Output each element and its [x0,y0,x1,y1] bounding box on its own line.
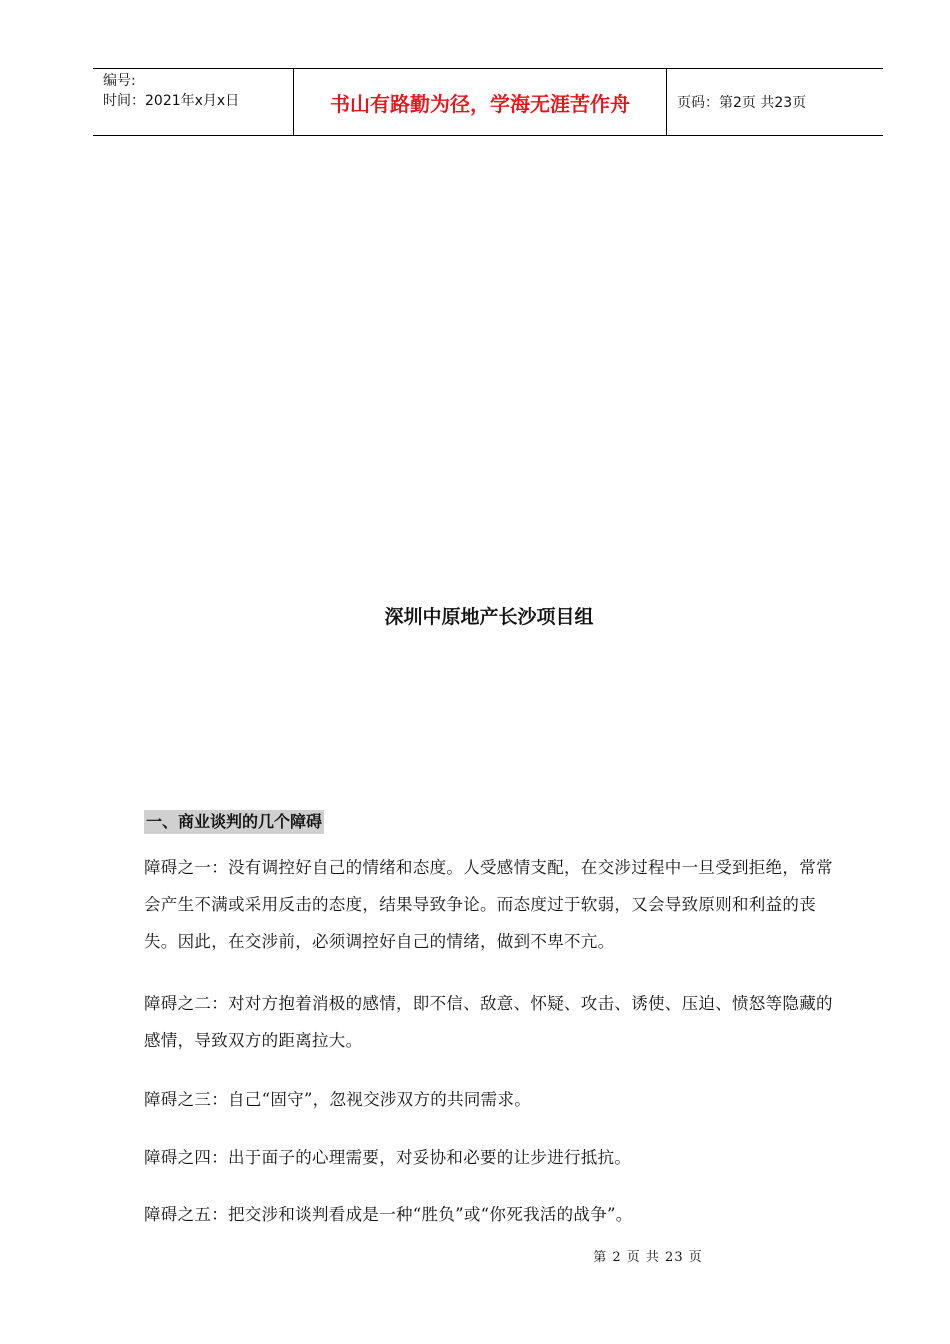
paragraph-obstacle-1: 障碍之一：没有调控好自己的情绪和态度。人受感情支配，在交涉过程中一旦受到拒绝，常常会产生不满或采用反击的态度，结果导致争论。而态度过于软弱，又会导致原则和利益的丧失。因此，在交涉前，必须调控好自己的情绪，做到不卑不亢。 [144,858,833,951]
page-footer: 第 2 页 共 23 页 [593,1250,703,1265]
paragraph-obstacle-4: 障碍之四：出于面子的心理需要，对妥协和必要的让步进行抵抗。 [144,1148,632,1167]
paragraph-obstacle-2: 障碍之二：对对方抱着消极的感情，即不信、敌意、怀疑、攻击、诱使、压迫、愤怒等隐藏的感情，导致双方的距离拉大。 [144,994,833,1050]
page-header [93,68,883,136]
header-page-info: 页码：第2页 共23页 [677,95,807,111]
paragraph-obstacle-3: 障碍之三：自己“固守”，忽视交涉双方的共同需求。 [144,1090,532,1109]
organization-title: 深圳中原地产长沙项目组 [384,606,594,628]
header-meta [93,69,294,135]
paragraph-obstacle-5: 障碍之五：把交涉和谈判看成是一种“胜负”或“你死我活的战争”。 [144,1205,633,1224]
header-motto: 书山有路勤为径，学海无涯苦作舟 [294,69,667,135]
section-heading: 一、商业谈判的几个障碍 [144,810,324,834]
time-label: 时间：2021年x月x日 [103,93,240,109]
number-label: 编号: [103,73,136,89]
